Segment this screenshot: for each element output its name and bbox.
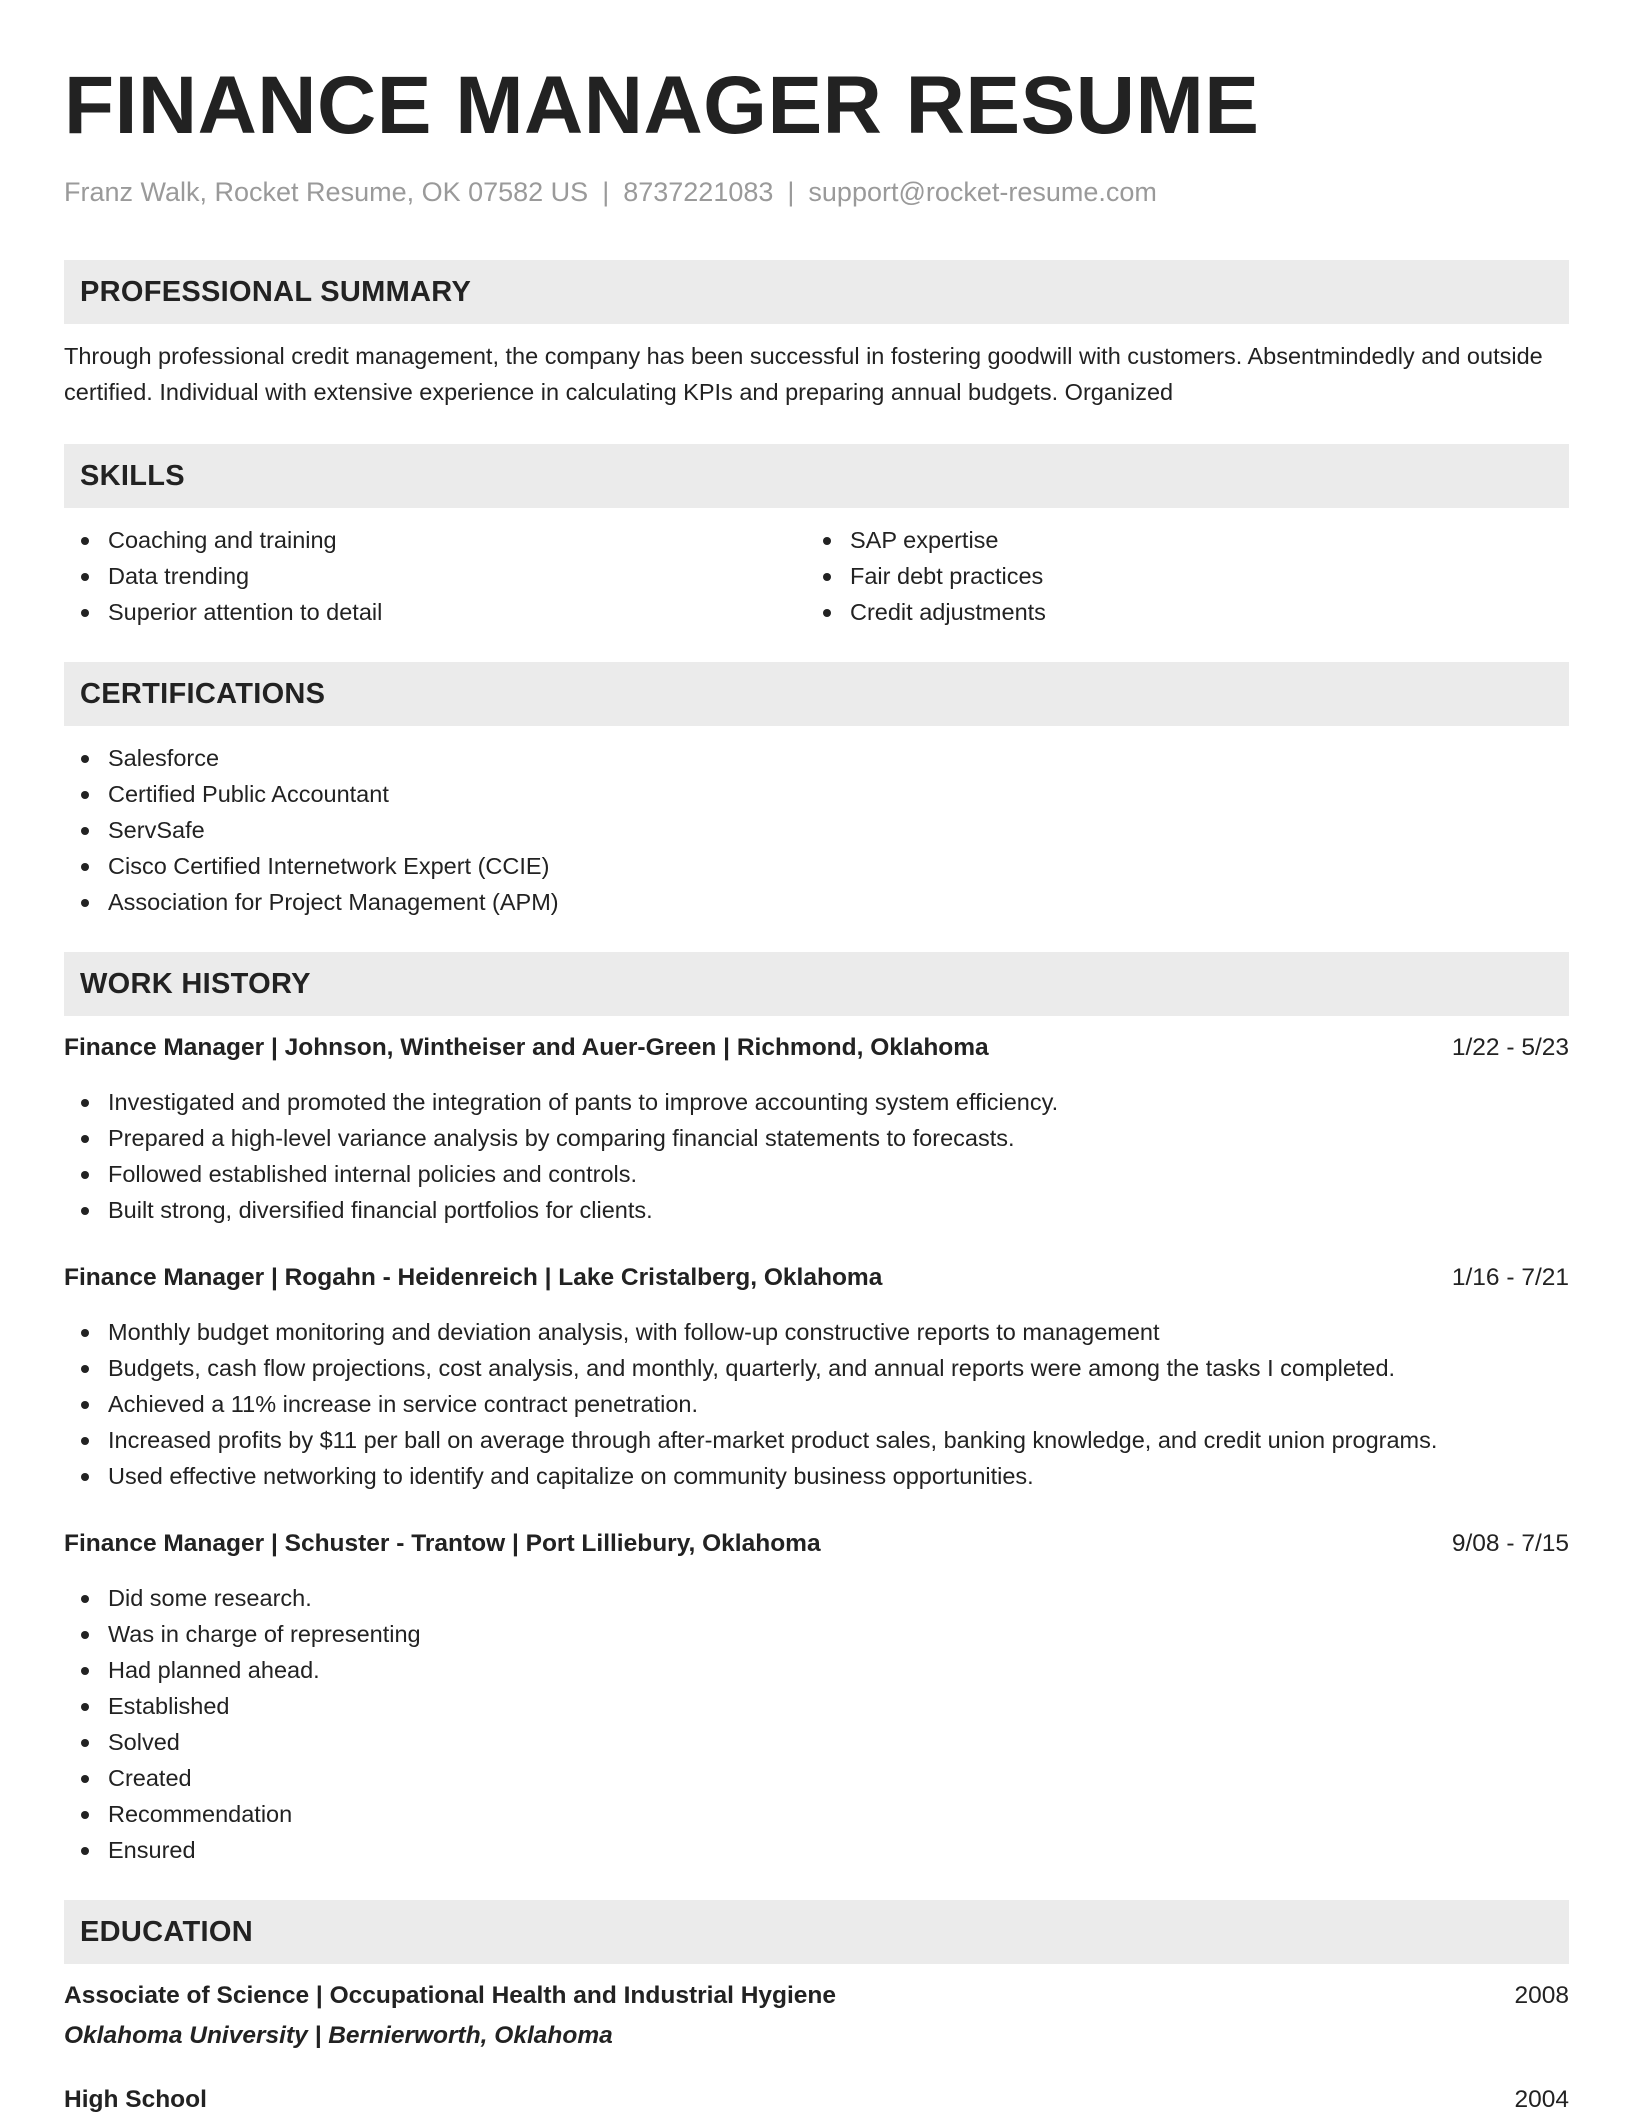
contact-address: Franz Walk, Rocket Resume, OK 07582 US bbox=[64, 177, 589, 207]
education-degree: High School bbox=[64, 2086, 207, 2113]
certification-item: Association for Project Management (APM) bbox=[64, 884, 1569, 920]
skill-item: Coaching and training bbox=[64, 522, 806, 558]
job-bullet: Did some research. bbox=[64, 1580, 1569, 1616]
job-bullet: Followed established internal policies and controls. bbox=[64, 1156, 1569, 1192]
job-header bbox=[64, 1030, 1569, 1066]
education-entry bbox=[64, 1978, 1569, 2054]
job-title: Finance Manager | Rogahn - Heidenreich | Lake Cristalberg, Oklahoma bbox=[64, 1264, 883, 1291]
education-header bbox=[64, 1978, 1569, 2014]
skill-item: Fair debt practices bbox=[806, 558, 1548, 594]
skill-item: Data trending bbox=[64, 558, 806, 594]
job-bullet: Established bbox=[64, 1688, 1569, 1724]
education-header bbox=[64, 2082, 1569, 2118]
job-entry bbox=[64, 1260, 1569, 1494]
job-header bbox=[64, 1260, 1569, 1296]
job-bullet: Recommendation bbox=[64, 1796, 1569, 1832]
resume-page bbox=[64, 0, 1569, 2118]
section-header-certifications: CERTIFICATIONS bbox=[64, 662, 1569, 726]
job-bullet: Ensured bbox=[64, 1832, 1569, 1868]
skill-item: SAP expertise bbox=[806, 522, 1548, 558]
certification-item: ServSafe bbox=[64, 812, 1569, 848]
job-entry bbox=[64, 1030, 1569, 1228]
contact-separator: | bbox=[602, 177, 610, 207]
section-header-skills: SKILLS bbox=[64, 444, 1569, 508]
job-bullet: Had planned ahead. bbox=[64, 1652, 1569, 1688]
job-bullet: Investigated and promoted the integration of pants to improve accounting system efficiency. bbox=[64, 1084, 1569, 1120]
certification-item: Cisco Certified Internetwork Expert (CCIE) bbox=[64, 848, 1569, 884]
contact-phone: 8737221083 bbox=[623, 177, 774, 207]
education-entry bbox=[64, 2082, 1569, 2118]
job-dates: 1/16 - 7/21 bbox=[1451, 1264, 1569, 1291]
resume-title: FINANCE MANAGER RESUME bbox=[64, 60, 1260, 151]
education-year: 2008 bbox=[1514, 1982, 1569, 2009]
education-school: Oklahoma University | Bernierworth, Oklahoma bbox=[64, 2022, 613, 2049]
contact-line bbox=[64, 176, 1569, 208]
job-bullet: Solved bbox=[64, 1724, 1569, 1760]
skills-list-right bbox=[806, 522, 1548, 630]
skills-column-right bbox=[806, 522, 1548, 630]
skills-list-left bbox=[64, 522, 806, 630]
job-title: Finance Manager | Schuster - Trantow | Port Lilliebury, Oklahoma bbox=[64, 1530, 821, 1557]
job-entry bbox=[64, 1526, 1569, 1868]
contact-separator: | bbox=[787, 177, 795, 207]
job-header bbox=[64, 1526, 1569, 1562]
job-dates: 1/22 - 5/23 bbox=[1451, 1034, 1569, 1061]
section-header-work-history: WORK HISTORY bbox=[64, 952, 1569, 1016]
contact-email: support@rocket-resume.com bbox=[808, 177, 1157, 207]
job-bullet: Budgets, cash flow projections, cost analysis, and monthly, quarterly, and annual reports were among the tasks I completed. bbox=[64, 1350, 1569, 1386]
job-bullet: Increased profits by $11 per ball on average through after-market product sales, banking knowledge, and credit union programs. bbox=[64, 1422, 1569, 1458]
section-header-education: EDUCATION bbox=[64, 1900, 1569, 1964]
education-degree: Associate of Science | Occupational Health and Industrial Hygiene bbox=[64, 1982, 837, 2009]
job-bullet: Was in charge of representing bbox=[64, 1616, 1569, 1652]
skills-grid bbox=[64, 522, 1569, 630]
section-header-summary: PROFESSIONAL SUMMARY bbox=[64, 260, 1569, 324]
skill-item: Superior attention to detail bbox=[64, 594, 806, 630]
job-bullets bbox=[64, 1084, 1569, 1228]
job-bullet: Achieved a 11% increase in service contract penetration. bbox=[64, 1386, 1569, 1422]
skill-item: Credit adjustments bbox=[806, 594, 1548, 630]
certification-item: Certified Public Accountant bbox=[64, 776, 1569, 812]
job-bullets bbox=[64, 1580, 1569, 1868]
job-dates: 9/08 - 7/15 bbox=[1451, 1530, 1569, 1557]
job-bullets bbox=[64, 1314, 1569, 1494]
certifications-list bbox=[64, 740, 1569, 920]
education-year: 2004 bbox=[1514, 2086, 1569, 2113]
job-bullet: Built strong, diversified financial portfolios for clients. bbox=[64, 1192, 1569, 1228]
job-bullet: Monthly budget monitoring and deviation analysis, with follow-up constructive reports to management bbox=[64, 1314, 1569, 1350]
summary-text: Through professional credit management, the company has been successful in fostering goodwill with customers. Absentmindedly and outside certified. Individual with extensive experience in calculating KPIs and preparing annual budgets. Organized bbox=[64, 343, 1543, 405]
job-bullet: Created bbox=[64, 1760, 1569, 1796]
job-title: Finance Manager | Johnson, Wintheiser and Auer-Green | Richmond, Oklahoma bbox=[64, 1034, 989, 1061]
certification-item: Salesforce bbox=[64, 740, 1569, 776]
job-bullet: Used effective networking to identify and capitalize on community business opportunities. bbox=[64, 1458, 1569, 1494]
skills-column-left bbox=[64, 522, 806, 630]
job-bullet: Prepared a high-level variance analysis by comparing financial statements to forecasts. bbox=[64, 1120, 1569, 1156]
